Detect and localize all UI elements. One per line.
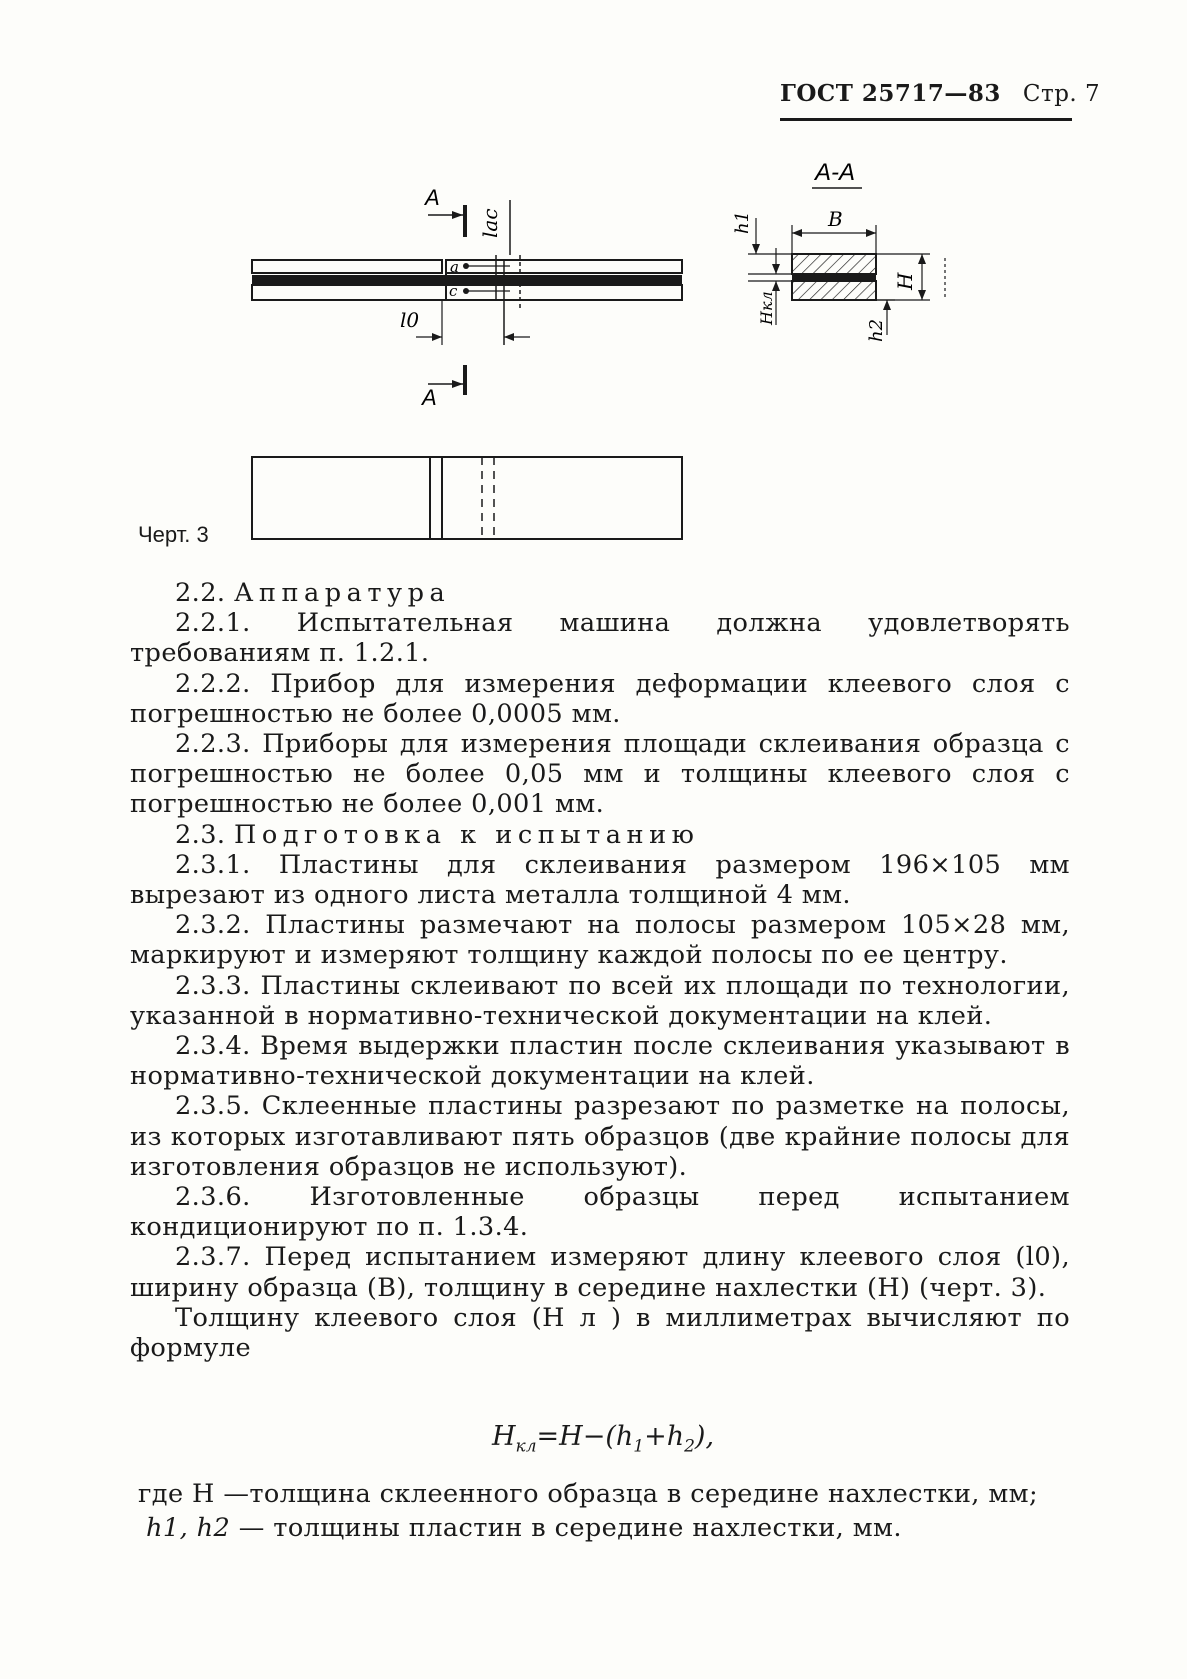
label-c: c bbox=[449, 282, 458, 300]
top-plate-left bbox=[252, 260, 442, 273]
label-h1: h1 bbox=[732, 210, 753, 234]
section-bottom-plate bbox=[792, 281, 876, 300]
label-Hkl: Hкл bbox=[757, 291, 776, 325]
paragraph-2-3-4: 2.3.4. Время выдержки пластин после склеивания указывают в нормативно-технической документации на клей. bbox=[130, 1031, 1070, 1092]
paragraph-2-2-2: 2.2.2. Прибор для измерения деформации клеевого слоя с погрешностью не более 0,0005 мм. bbox=[130, 668, 1070, 729]
paragraph-2-3-6: 2.3.6. Изготовленные образцы перед испытанием кондиционируют по п. 1.3.4. bbox=[130, 1182, 1070, 1243]
label-B: B bbox=[828, 207, 843, 231]
paragraph-2-3-5: 2.3.5. Склеенные пластины разрезают по разметке на полосы, из которых изготавливают пять образцов (две крайние полосы для изготовления образцов не используют). bbox=[130, 1091, 1070, 1182]
legend-row-h1-h2: h1, h2 — толщины пластин в середине нахлестки, мм. bbox=[146, 1513, 902, 1543]
paragraph-2-3-1: 2.3.1. Пластины для склеивания размером 196×105 мм вырезают из одного листа металла толщиной 4 мм. bbox=[130, 849, 1070, 911]
section-adhesive bbox=[792, 274, 876, 281]
paragraph-2-2-1: 2.2.1. Испытательная машина должна удовлетворять требованиям п. 1.2.1. bbox=[130, 608, 1070, 669]
paragraph-formula-intro: Толщину клеевого слоя (H л ) в миллиметрах вычисляют по формуле bbox=[130, 1302, 1070, 1364]
paragraph-2-3: 2.3. Подготовка к испытанию bbox=[175, 819, 700, 850]
cut-label-top: А bbox=[425, 185, 440, 210]
label-H: H bbox=[893, 272, 917, 290]
drawing-3 bbox=[0, 0, 1187, 560]
thickness-formula: $H_{кл}=H-(h_1+h_2)$, bbox=[492, 1421, 715, 1457]
plan-view bbox=[252, 457, 682, 539]
formula-legend bbox=[138, 1477, 1088, 1545]
label-lac: lac bbox=[478, 208, 502, 238]
paragraph-2-3-3: 2.3.3. Пластины склеивают по всей их площади по технологии, указанной в нормативно-технической документации на клей. bbox=[130, 970, 1070, 1031]
section-top-plate bbox=[792, 254, 876, 274]
page-number: Стр. 7 bbox=[1022, 81, 1101, 107]
paragraph-2-2-3: 2.2.3. Приборы для измерения площади склеивания образца с погрешностью не более 0,05 мм и толщины клеевого слоя с погрешностью не более 0,001 мм. bbox=[130, 729, 1070, 820]
label-a: a bbox=[450, 258, 459, 276]
legend-row-H: где H —толщина склеенного образца в середине нахлестки, мм; bbox=[138, 1479, 1039, 1509]
paragraph-2-2: 2.2. Аппаратура bbox=[175, 578, 451, 608]
body-text bbox=[130, 578, 1070, 1363]
standard-number: ГОСТ 25717—83 bbox=[780, 80, 1001, 107]
paragraph-2-3-2: 2.3.2. Пластины размечают на полосы размером 105×28 мм, маркируют и измеряют толщину каждой полосы по ее центру. bbox=[130, 910, 1070, 971]
paragraph-2-3-7: 2.3.7. Перед испытанием измеряют длину клеевого слоя (l0), ширину образца (B), толщину в середине нахлестки (H) (черт. 3). bbox=[130, 1242, 1070, 1303]
figure-caption: Черт. 3 bbox=[138, 522, 209, 547]
adhesive-layer bbox=[252, 275, 682, 284]
label-h2: h2 bbox=[866, 318, 887, 342]
section-label: А-А bbox=[815, 159, 856, 186]
cut-label-bottom: А bbox=[422, 385, 437, 410]
label-l0: l0 bbox=[400, 308, 420, 332]
